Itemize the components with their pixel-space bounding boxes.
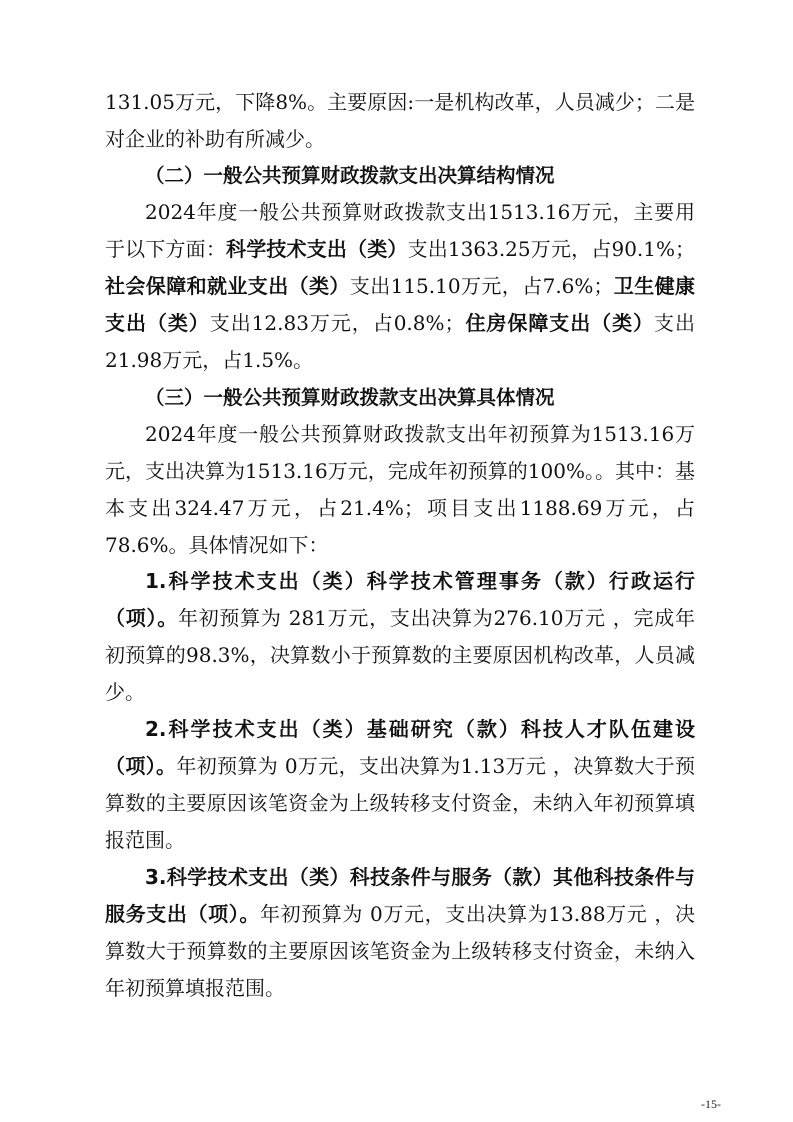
s2-text-4: 支出12.83万元，占0.8%； <box>209 311 465 335</box>
section-2-heading: （二）一般公共预算财政拨款支出决算结构情况 <box>145 164 555 187</box>
item-1-text: 年初预算为 281万元，支出决算为276.10万元 ，完成年初预算的98.3%，决算数小于预算数的主要原因机构改革，人员减少。 <box>105 606 696 704</box>
section-2-paragraph <box>105 194 695 379</box>
s2-text-2: 支出1363.25万元，占90.1%； <box>407 237 696 261</box>
item-2-paragraph <box>105 711 695 859</box>
s2-text-5: 支出21.98万元，占1.5%。 <box>105 311 695 372</box>
intro-text: 131.05万元，下降8%。主要原因:一是机构改革，人员减少；二是对企业的补助有所减少。 <box>105 90 695 151</box>
item-1-paragraph <box>105 563 695 711</box>
item-3-paragraph <box>105 859 695 1007</box>
s2-bold-health: 卫生健康支出（类） <box>105 274 696 335</box>
page-number: -15- <box>701 1097 721 1111</box>
item-1-title: 1.科学技术支出（类）科学技术管理事务（款）行政运行（项）。 <box>105 569 695 630</box>
s2-bold-social: 社会保障和就业支出（类） <box>105 274 350 298</box>
item-2-text: 年初预算为 0万元，支出决算为1.13万元 ，决算数大于预算数的主要原因该笔资金为上级转移支付资金，未纳入年初预算填报范围。 <box>105 754 695 852</box>
s2-text-1: 2024年度一般公共预算财政拨款支出1513.16万元，主要用于以下方面： <box>105 200 695 261</box>
section-3-paragraph <box>105 416 695 564</box>
s2-bold-housing: 住房保障支出（类） <box>464 311 655 335</box>
item-3-title: 3.科学技术支出（类）科技条件与服务（款）其他科技条件与服务支出（项）。 <box>105 865 695 926</box>
s3-text: 2024年度一般公共预算财政拨款支出年初预算为1513.16万元，支出决算为1513.16万元，完成年初预算的100%。。其中：基本支出324.47万元，占21.4%；项目支出1188.69万元，占78.6%。具体情况如下： <box>105 422 695 557</box>
item-2-title: 2.科学技术支出（类）基础研究（款）科技人才队伍建设（项）。 <box>105 717 695 778</box>
item-3-text: 年初预算为 0万元，支出决算为13.88万元 ，决算数大于预算数的主要原因该笔资金为上级转移支付资金，未纳入年初预算填报范围。 <box>105 902 696 1000</box>
s2-text-3: 支出115.10万元，占7.6%； <box>349 274 614 298</box>
s2-bold-science: 科学技术支出（类） <box>226 237 408 261</box>
section-3-heading: （三）一般公共预算财政拨款支出决算具体情况 <box>145 386 555 409</box>
intro-paragraph <box>105 84 695 158</box>
